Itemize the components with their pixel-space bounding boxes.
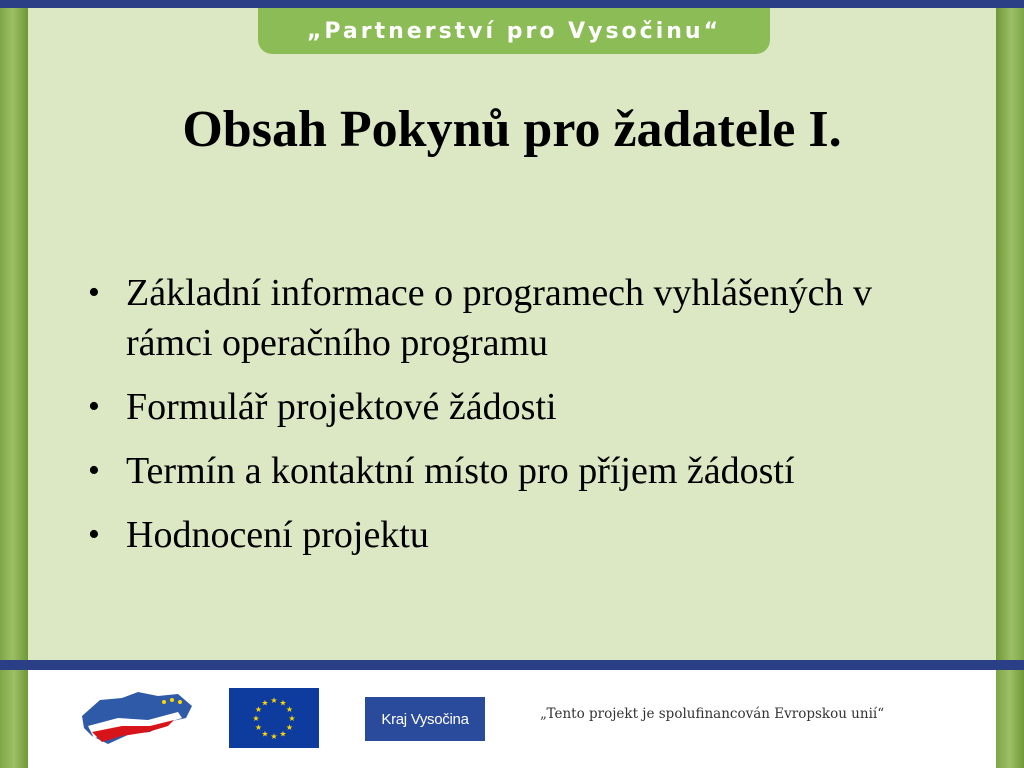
bullet-text: Termín a kontaktní místo pro příjem žádostí — [126, 450, 795, 492]
header-tagline: „Partnerství pro Vysočinu“ — [306, 18, 722, 44]
footer-right-border — [996, 670, 1024, 768]
bullet-glyph: • — [88, 274, 100, 311]
svg-text:★: ★ — [252, 714, 260, 723]
svg-text:★: ★ — [270, 732, 278, 741]
bullet-item — [86, 382, 966, 432]
kraj-vysocina-logo — [365, 697, 485, 741]
svg-text:★: ★ — [261, 698, 269, 708]
bullet-glyph: • — [88, 388, 100, 425]
svg-text:★: ★ — [288, 714, 296, 723]
left-decorative-border — [0, 8, 28, 660]
svg-text:★: ★ — [254, 723, 263, 732]
svg-text:★: ★ — [279, 698, 287, 708]
eu-flag-logo — [229, 688, 319, 748]
bullet-text: Formulář projektové žádosti — [126, 386, 557, 428]
top-border — [0, 0, 1024, 8]
bullet-item — [86, 446, 966, 496]
svg-text:★: ★ — [270, 696, 278, 705]
bullet-item — [86, 510, 966, 560]
header-tab — [258, 8, 770, 54]
right-decorative-border — [996, 8, 1024, 660]
slide-title: Obsah Pokynů pro žadatele I. — [182, 101, 842, 158]
bullet-glyph: • — [88, 452, 100, 489]
svg-text:★: ★ — [261, 729, 269, 739]
svg-text:★: ★ — [279, 729, 287, 739]
bullet-text: Základní informace o programech vyhlášených v rámci operačního programu — [126, 272, 872, 364]
svg-text:★: ★ — [285, 723, 294, 732]
bullet-text: Hodnocení projektu — [126, 514, 429, 556]
kraj-vysocina-label: Kraj Vysočina — [381, 710, 469, 728]
svg-text:★: ★ — [285, 705, 294, 714]
bottom-border — [0, 660, 1024, 670]
footer-left-border — [0, 670, 28, 768]
bullet-item — [86, 268, 966, 368]
eu-cofinancing-note: „Tento projekt je spolufinancován Evropskou unií“ — [540, 706, 885, 722]
bullet-list — [86, 268, 966, 574]
svg-text:★: ★ — [254, 705, 263, 714]
bullet-glyph: • — [88, 516, 100, 553]
czech-republic-logo — [78, 688, 196, 750]
